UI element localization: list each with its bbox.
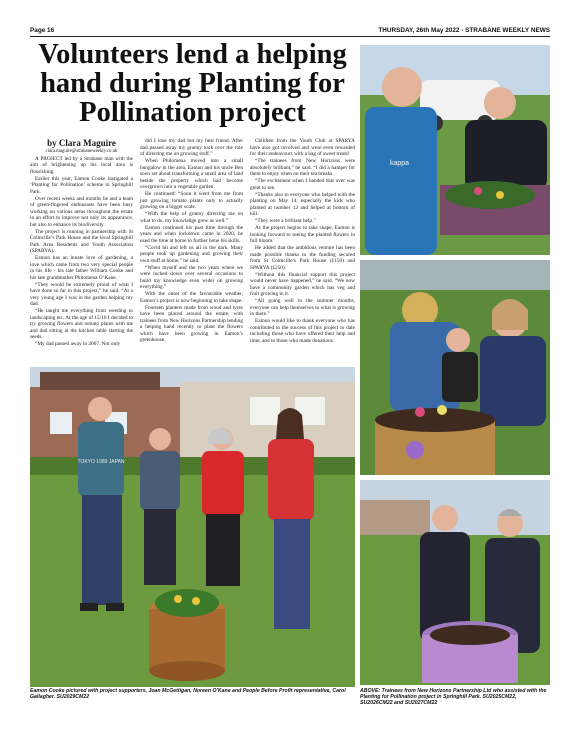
caption-trainees-photos: ABOVE: Trainees from New Horizons Partnership Ltd who assisted with the Planting for Pollination project in Springhill Park. SU2025CM22, SU2026CM22 and SU2027CM22 [360,688,547,707]
paragraph: Eamon continued his past time through the years and when lockdown came in 2020, he used the time at home to further hone his skills. [140,224,243,244]
paragraph: did I lose my dad but my best friend. After dad passed away my granny took over the role of directing me on growing stuff.” [140,138,243,157]
paragraph: “When myself and the two years where we were locked down over several occasions to build my knowledge even wider on growing everything.” [140,264,243,290]
paragraph: With the onset of the favourable weather, Eamon’s project is now beginning to take shape. [140,291,243,304]
paragraph: “My dad passed away in 2007. Not only [35,341,121,347]
paragraph: “Covid hit and left us all in the dark. Many people took up gardening and growing their own stuff at home,” he said. [140,244,243,264]
shirt-text: TOKYO 1989 JAPAN [77,459,125,465]
photo-group-supporters [30,367,355,687]
column-3-body [250,138,355,344]
column-1-body [30,156,133,348]
byline: by Clara Maguire [47,138,116,148]
article-column-1 [30,138,133,348]
byline-email[interactable]: clara.maguire@strabaneweekly.co.uk [45,148,118,154]
paragraph: Over recent weeks and months he and a team of green-fingered enthusiasts have been busy working on various areas throughout the estate in an effort to improve not only its appearance, but also to enhance its biodiversity. [30,195,133,228]
article-column-2 [140,138,243,344]
dateline: THURSDAY, 26th May 2022 - STRABANE WEEKLY NEWS [378,27,550,34]
paragraph: “They would be extremely proud of what I have done so far in this project,” he said. “At a very young age I was in the garden helping my dad. [30,281,133,307]
paragraph: Eamon would like to thank everyone who has contributed to the success of this project to date including those who have offered their help and time, and to those who made donations. [250,318,355,344]
paragraph: A PROJECT led by a Strabane man with the aim of brightening up his local area is flourishing. [30,155,133,175]
paragraph: Eamon has an innate love of gardening, a love which came from two very special people in his life - his late father William Cooke and his late grandmother Philomena O’Kane. [30,255,133,281]
paragraph: “All going well in the summer months, everyone can help themselves to what is growing in there.” [250,298,355,317]
paragraph: “They were a brilliant help.” [255,218,316,224]
paragraph: He added that the ambitious venture has been made possible thanks to the funding secured from St Colmcille’s Park House (£150) and SPARYA (£250). [250,245,355,271]
photo-trainees-top [360,45,550,255]
paragraph: “Thanks also to everyone who helped with the planting on May 14, especially the kids who planted at number 12 and helped at bottom of hill. [250,191,355,217]
paragraph: Children from the Youth Club at SPARYA have also got involved and were even rewarded for their endeavours with a bag of sweet treats! [250,138,355,157]
photo-trainees-bottom [360,480,550,685]
caption-group-photo: Eamon Cooke pictured with project supporters, Joan McGettigan, Noreen O’Kane and People Before Profit representative, Carol Gallagher. SU2029CM22 [30,688,346,701]
header-rule [30,36,550,37]
paragraph: Fourteen planters made from wood and tyres have been placed around the estate, with trainees from New Horizons Partnership lending a helping hand recently to plant the flowers which have been growing in Eamon’s greenhouse. [140,304,243,343]
paragraph: “Without this financial support this project would never have happened,” he said. “We now have a community garden which has veg and fruit growing in it. [250,271,355,297]
paragraph: When Philomena moved into a small bungalow in the area, Eamon and his uncle Ben soon set about transforming a small area of land beside the property which had become overgrown into a vegetable garden. [140,158,243,190]
paragraph: He continued: “Soon it went from me from just growing tomato plants only to actually growing on a bigger scale. [140,191,243,210]
paragraph: As the project begins to take shape, Eamon is looking forward to seeing the planted flowers in full bloom. [250,225,355,244]
paragraph: “With the help of granny directing me on what to do, my knowledge grew as well.” [140,211,243,224]
paragraph: “He taught me everything from weeding to landscaping etc. At the age of 15/16 I decided to try growing flowers and tomato plants with me and dad sitting at the kitchen table starting the seeds. [30,308,133,340]
paragraph: The project is running in partnership with St Colmcille’s Park House and the local Springhill Park Area Residents and Youth Association (SPARYA). [30,228,133,254]
page-number: Page 16 [30,27,55,34]
photo-trainees-middle [360,260,550,475]
paragraph: “The excitement when I handed that over was great to see. [250,178,355,191]
svg-text:kappa: kappa [390,160,410,167]
headline: Volunteers lend a helping hand during Planting for Pollination project [38,39,347,128]
paragraph: Earlier this year, Eamon Cooke instigated a ‘Planting for Pollination’ scheme in Springhill Park. [30,175,133,195]
paragraph: “The trainees from New Horizons were absolutely brilliant,” he said. “I did a hamper for them to enjoy when on their tea breaks. [250,158,355,177]
column-2-body [140,138,243,344]
article-column-3 [250,138,355,345]
